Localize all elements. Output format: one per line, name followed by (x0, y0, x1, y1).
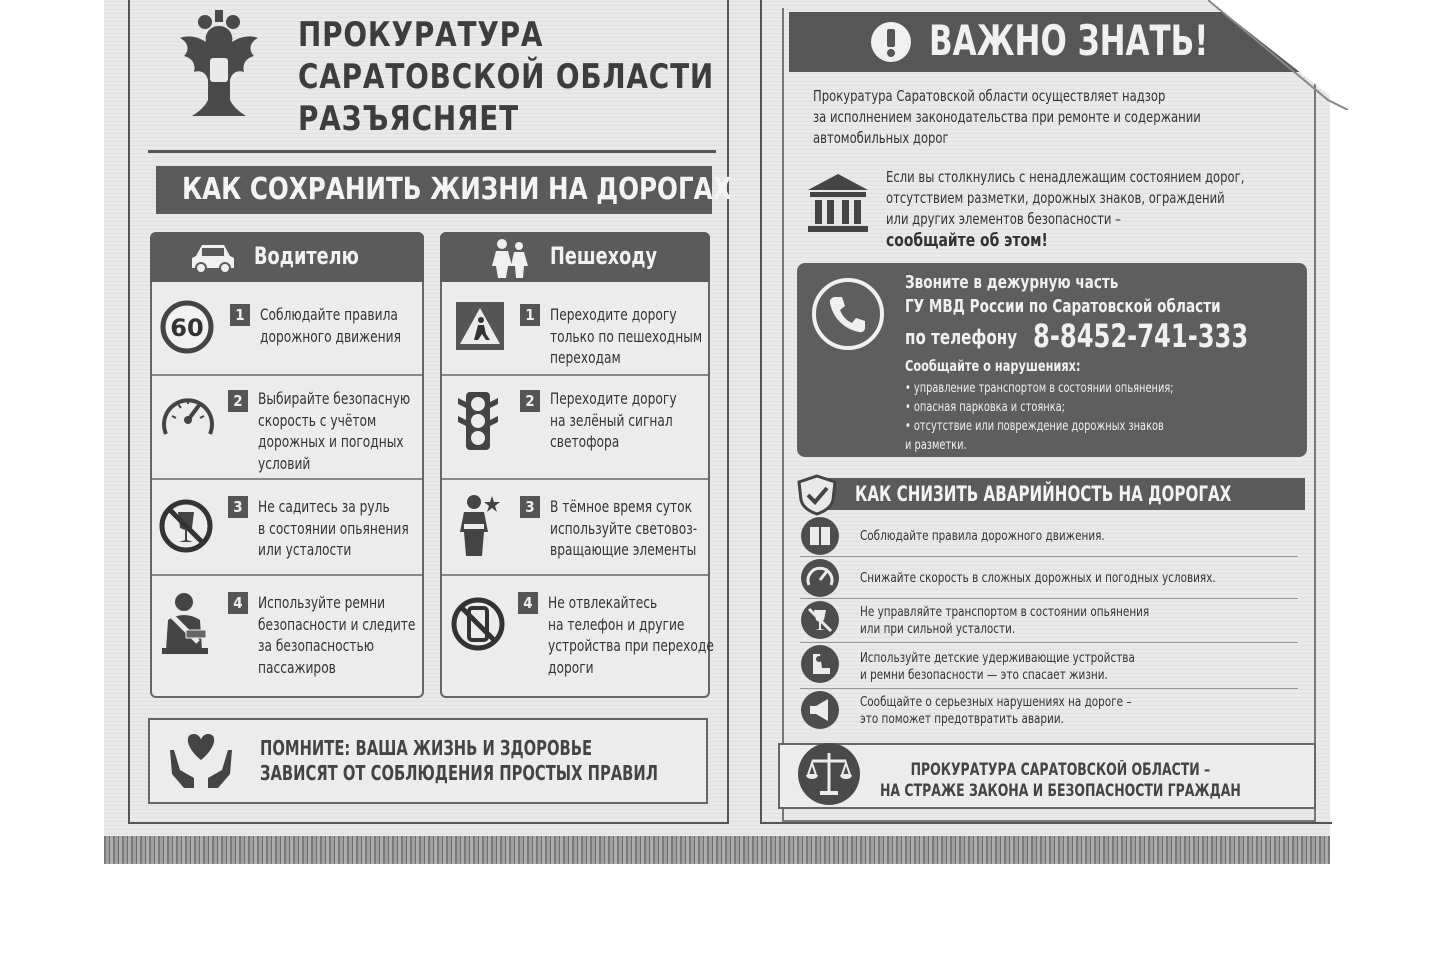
hotline-text (905, 271, 1221, 319)
accident-tip (800, 516, 1298, 557)
title-line-1: ПРОКУРАТУРА (298, 15, 544, 55)
tip-line: В тёмное время суток (550, 497, 693, 516)
accident-tip (800, 644, 1298, 689)
violation-item: • опасная парковка и стоянка; (905, 400, 1065, 415)
footer-line: НА СТРАЖЕ ЗАКОНА И БЕЗОПАСНОСТИ ГРАЖДАН (880, 781, 1241, 800)
facing-line: или других элементов безопасности – (886, 210, 1121, 228)
driver-tip-row (152, 478, 422, 576)
tip-number: 3 (520, 496, 540, 518)
double-headed-eagle-emblem (160, 8, 278, 126)
violation-item: • управление транспортом в состоянии опьянения; (905, 381, 1174, 396)
tip-line: Выбирайте безопасную (258, 389, 411, 408)
tip-line: безопасности и следите (258, 614, 416, 634)
tip-line: только по пешеходным (550, 326, 703, 346)
tip-number: 3 (228, 496, 248, 518)
remember-line: ЗАВИСЯТ ОТ СОБЛЮДЕНИЯ ПРОСТЫХ ПРАВИЛ (260, 761, 659, 785)
scan-noise-strip (104, 836, 1330, 864)
intro-line: Прокуратура Саратовской области осуществляет надзор (813, 87, 1166, 105)
pedestrian-tip-row (442, 478, 708, 576)
pedestrian-tip-row (442, 292, 708, 374)
footer-box (778, 743, 1316, 809)
pedestrian-column-header (440, 232, 710, 282)
speedometer-icon (800, 558, 840, 598)
shield-check-icon (797, 474, 837, 516)
tip-line: светофора (550, 432, 620, 451)
tip-line: за безопасностью (258, 636, 375, 655)
remember-box (148, 718, 708, 804)
tip-text (260, 304, 401, 347)
driver-column (150, 232, 424, 698)
tip-text (548, 592, 714, 678)
accident-tip-line: Используйте детские удерживающие устройства (860, 650, 1135, 666)
driver-column-header (150, 232, 424, 282)
tip-number: 2 (520, 390, 540, 412)
violation-item: • отсутствие или повреждение дорожных знаков (905, 419, 1164, 434)
tip-text (258, 388, 410, 474)
tip-text (550, 496, 697, 561)
intro-paragraph (813, 86, 1201, 149)
exclamation-icon (869, 20, 913, 64)
intro-line: автомобильных дорог (813, 129, 949, 147)
tip-line: на зелёный сигнал (550, 410, 673, 430)
violations-heading: Сообщайте о нарушениях: (905, 357, 1081, 375)
speedometer-icon (160, 390, 216, 440)
tip-number: 4 (228, 592, 248, 614)
accident-tip-line: Сообщайте о серьезных нарушениях на дороге – (860, 694, 1132, 710)
tip-line: или усталости (258, 540, 352, 559)
tip-line: Не садитесь за руль (258, 497, 390, 516)
divider-rule (148, 150, 716, 153)
heart-hands-icon (166, 730, 236, 790)
tip-line: устройства при переходе (548, 636, 714, 655)
accident-tip-line: или при сильной усталости. (860, 621, 1016, 637)
page-fold-corner (1208, 0, 1348, 110)
facing-line: отсутствием разметки, дорожных знаков, ограждений (886, 189, 1225, 207)
pedestrian-heading: Пешеходу (550, 242, 658, 270)
driver-tip-row (152, 292, 422, 374)
important-title: ВАЖНО ЗНАТЬ! (929, 16, 1209, 65)
tip-line: дорожных и погодных (258, 432, 404, 451)
tip-line: Не отвлекайтесь (548, 593, 658, 612)
tip-line: используйте световоз- (550, 518, 698, 538)
tip-text (258, 592, 415, 678)
speed-limit-value: 60 (170, 314, 204, 342)
accident-tip (800, 558, 1298, 599)
pedestrian-tip-row (442, 574, 714, 694)
book-icon (800, 516, 840, 556)
tip-line: Переходите дорогу (550, 389, 677, 408)
intro-line: за исполнением законодательства при ремонте и содержании (813, 108, 1201, 126)
traffic-light-icon (456, 390, 500, 452)
accident-tip-line: Не управляйте транспортом в состоянии опьянения (860, 604, 1150, 620)
pedestrian-column (440, 232, 714, 698)
tip-line: на телефон и другие (548, 614, 685, 634)
accident-tip-text (860, 604, 1149, 638)
phone-number[interactable]: 8-8452-741-333 (1033, 317, 1249, 355)
violations-list (905, 379, 1174, 455)
speed-limit-sign-icon (160, 300, 214, 354)
report-call-to-action: сообщайте об этом! (886, 230, 1048, 251)
pedestrian-tip-row (442, 374, 708, 480)
tip-line: вращающие элементы (550, 540, 697, 559)
reflective-pedestrian-icon (458, 494, 502, 558)
remember-line: ПОМНИТЕ: ВАША ЖИЗНЬ И ЗДОРОВЬЕ (260, 736, 593, 760)
hotline-line-2: ГУ МВД России по Саратовской области (905, 296, 1221, 317)
phone-label: по телефону (905, 325, 1018, 349)
title-line-2: САРАТОВСКОЙ ОБЛАСТИ (298, 57, 715, 97)
reduce-heading: КАК СНИЗИТЬ АВАРИЙНОСТЬ НА ДОРОГАХ (855, 482, 1232, 506)
footer-line: ПРОКУРАТУРА САРАТОВСКОЙ ОБЛАСТИ – (910, 760, 1211, 779)
government-building-icon (806, 172, 870, 234)
facing-paragraph (886, 167, 1244, 230)
tip-line: Соблюдайте правила (260, 305, 398, 324)
phone-icon (811, 277, 885, 351)
accident-tip-text: Снижайте скорость в сложных дорожных и погодных условиях. (860, 570, 1216, 586)
driver-tip-row (152, 574, 422, 694)
violation-item: и разметки. (905, 438, 967, 453)
megaphone-icon (800, 690, 840, 730)
accident-tip-text (860, 650, 1135, 684)
tip-number: 4 (518, 592, 538, 614)
car-icon (190, 240, 236, 274)
driver-heading: Водителю (254, 242, 359, 270)
tip-line: условий (258, 453, 311, 473)
reduce-accidents-banner (797, 474, 1305, 512)
accident-tip (800, 690, 1298, 732)
driver-tip-row (152, 374, 422, 480)
no-alcohol-icon (158, 498, 214, 554)
remember-text (260, 736, 658, 786)
tip-line: переходам (550, 348, 621, 367)
no-phone-icon (450, 596, 506, 652)
seatbelt-icon (158, 592, 214, 660)
title-line-3: РАЗЪЯСНЯЕТ (298, 99, 520, 139)
accident-tip-line: и ремни безопасности — это спасает жизни. (860, 667, 1108, 683)
footer-slogan (880, 759, 1241, 801)
tip-number: 1 (230, 304, 250, 326)
tip-line: дороги (548, 657, 594, 677)
crosswalk-sign-icon (454, 300, 506, 352)
tip-number: 2 (228, 390, 248, 412)
tip-number: 1 (520, 304, 540, 326)
accident-tip (800, 600, 1298, 643)
tip-text (550, 304, 702, 369)
tip-text (550, 388, 677, 453)
child-seat-icon (800, 644, 840, 684)
hotline-line-1: Звоните в дежурную часть (905, 272, 1119, 293)
no-alcohol-icon (800, 600, 840, 640)
hotline-box (797, 263, 1307, 457)
accident-tip-text: Соблюдайте правила дорожного движения. (860, 528, 1105, 544)
tip-line: скорость с учётом (258, 410, 377, 430)
accident-tip-text (860, 694, 1132, 728)
tip-line: в состоянии опьянения (258, 518, 409, 538)
tip-line: Используйте ремни (258, 593, 386, 612)
tip-line: дорожного движения (260, 326, 401, 346)
tip-line: пассажиров (258, 657, 336, 677)
main-banner-text: КАК СОХРАНИТЬ ЖИЗНИ НА ДОРОГАХ (182, 172, 732, 207)
pedestrians-icon (488, 238, 532, 278)
tip-text (258, 496, 409, 561)
facing-line: Если вы столкнулись с ненадлежащим состоянием дорог, (886, 168, 1245, 186)
scales-of-justice-icon (796, 741, 862, 807)
accident-tip-line: это поможет предотвратить аварии. (860, 711, 1064, 727)
tip-line: Переходите дорогу (550, 305, 677, 324)
main-banner (156, 166, 732, 214)
organization-title (298, 14, 805, 140)
